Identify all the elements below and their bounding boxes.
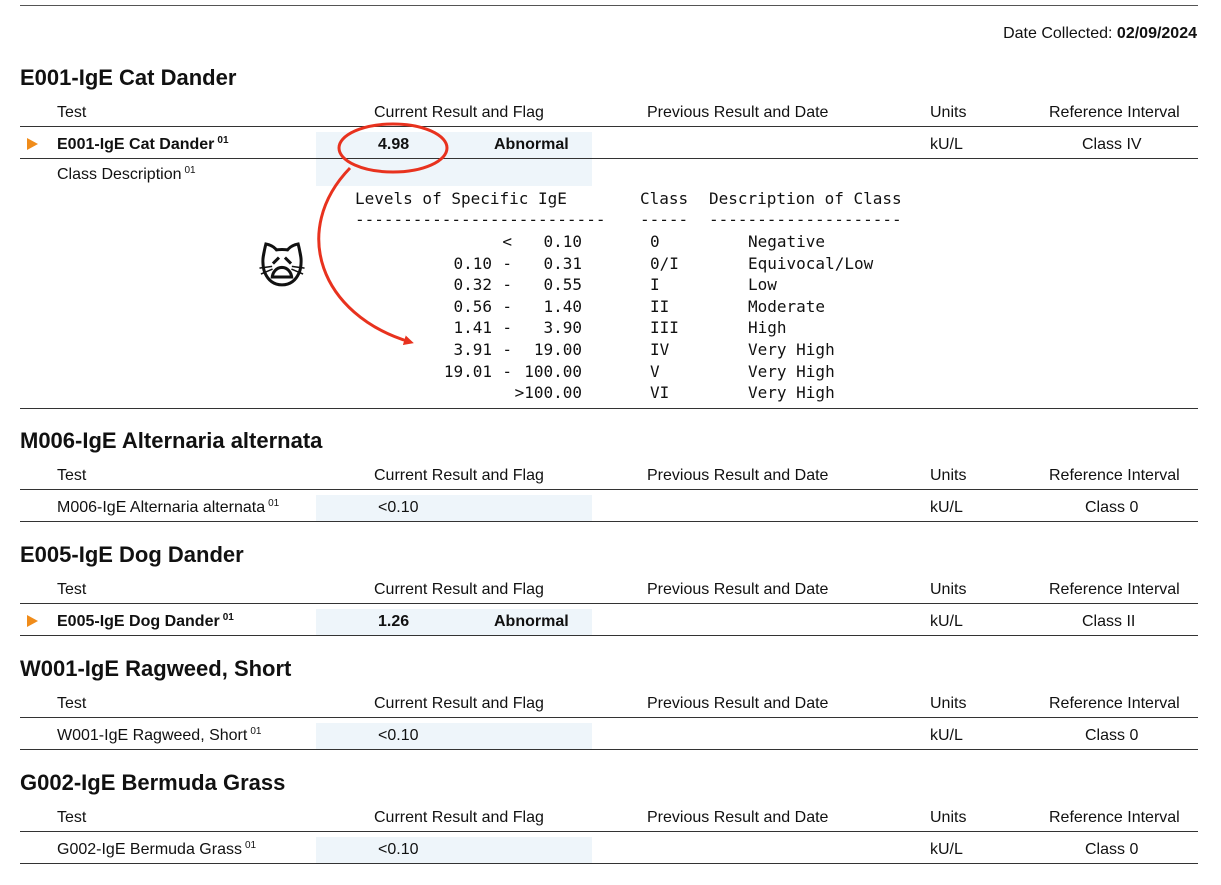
level-class: 0 [650, 232, 660, 251]
header-previous-result: Previous Result and Date [647, 809, 829, 826]
level-high: 3.90 [543, 318, 582, 338]
level-low: 0.10 [453, 253, 492, 273]
footnote-marker: 01 [222, 612, 234, 623]
level-high: 0.55 [543, 275, 582, 295]
level-high: >100.00 [514, 383, 582, 403]
result-value: 1.26 [378, 613, 410, 630]
header-reference-interval: Reference Interval [1049, 809, 1180, 826]
result-column-highlight [316, 495, 592, 521]
section-title: E001-IgE Cat Dander [20, 65, 237, 90]
level-class: II [650, 296, 670, 316]
header-previous-result: Previous Result and Date [647, 467, 829, 484]
level-sep: - [502, 275, 512, 295]
level-class: I [650, 275, 660, 295]
section-title: W001-IgE Ragweed, Short [20, 656, 292, 681]
reference-interval: Class 0 [1085, 499, 1139, 516]
header-previous-result: Previous Result and Date [647, 695, 829, 712]
header-current-result: Current Result and Flag [374, 809, 544, 826]
header-test: Test [57, 104, 87, 121]
level-low: 3.91 [453, 340, 492, 359]
header-test: Test [57, 695, 87, 712]
level-high: 19.00 [533, 340, 582, 359]
header-current-result: Current Result and Flag [374, 467, 544, 484]
footnote-marker: 01 [268, 498, 280, 509]
class-description-label: Class Description $^{01}$ [57, 165, 196, 183]
top-divider [20, 5, 1198, 6]
level-sep: - [502, 340, 512, 359]
class-table-row [355, 275, 955, 297]
header-previous-result: Previous Result and Date [647, 581, 829, 598]
level-low: 0.32 [453, 275, 492, 295]
reference-interval: Class 0 [1085, 841, 1139, 858]
class-table-header: Levels of Specific IgE Class Description of Class [355, 189, 902, 208]
date-collected-value: 02/09/2024 [1116, 25, 1197, 42]
class-description-table [355, 189, 955, 409]
level-description: Equivocal/Low [748, 253, 874, 273]
test-name[interactable]: E001-IgE Cat Dander $^{01}$ [57, 135, 229, 153]
class-table-row [355, 297, 955, 319]
header-units: Units [930, 809, 967, 826]
level-description: High [748, 318, 787, 338]
level-low: 19.01 [443, 361, 492, 381]
level-high: 0.10 [543, 232, 582, 251]
result-units: kU/L [930, 136, 963, 153]
header-previous-result: Previous Result and Date [647, 104, 829, 121]
header-reference-interval: Reference Interval [1049, 467, 1180, 484]
level-sep: - [502, 296, 512, 316]
header-current-result: Current Result and Flag [374, 695, 544, 712]
test-name[interactable]: E005-IgE Dog Dander $^{01}$ [57, 612, 234, 630]
level-class: IV [650, 340, 670, 359]
header-divider [20, 603, 1198, 604]
result-column-highlight [316, 723, 592, 749]
level-sep: - [502, 253, 512, 273]
date-collected [1003, 25, 1197, 43]
class-table-row [355, 362, 955, 384]
result-units: kU/L [930, 499, 963, 516]
test-name[interactable]: W001-IgE Ragweed, Short $^{01}$ [57, 726, 262, 744]
header-test: Test [57, 581, 87, 598]
header-reference-interval: Reference Interval [1049, 581, 1180, 598]
result-value: <0.10 [378, 841, 419, 858]
result-units: kU/L [930, 613, 963, 630]
class-table-row [355, 318, 955, 340]
level-class: VI [650, 383, 670, 403]
row-divider [20, 521, 1198, 522]
reference-interval: Class IV [1082, 136, 1142, 153]
section-cat-dander [20, 65, 1198, 410]
header-test: Test [57, 809, 87, 826]
result-units: kU/L [930, 841, 963, 858]
header-current-result: Current Result and Flag [374, 104, 544, 121]
reference-interval: Class 0 [1085, 727, 1139, 744]
header-units: Units [930, 581, 967, 598]
abnormal-flag-arrow-icon [27, 138, 38, 150]
level-low: 0.56 [453, 296, 492, 316]
test-name[interactable]: G002-IgE Bermuda Grass $^{01}$ [57, 840, 257, 858]
level-description: Moderate [748, 296, 826, 316]
section-ragweed [20, 656, 1198, 752]
row-divider [20, 749, 1198, 750]
result-value: <0.10 [378, 499, 419, 516]
class-table-row [355, 383, 955, 405]
section-bermuda-grass [20, 770, 1198, 866]
level-high: 0.31 [543, 253, 582, 273]
section-end-divider [20, 408, 1198, 409]
header-divider [20, 717, 1198, 718]
level-description: Very High [748, 383, 835, 403]
level-class: 0/I [650, 253, 679, 273]
section-title: M006-IgE Alternaria alternata [20, 428, 323, 453]
header-divider [20, 831, 1198, 832]
row-divider [20, 863, 1198, 864]
level-description: Low [748, 275, 777, 295]
section-alternaria [20, 428, 1198, 524]
level-high: 1.40 [543, 296, 582, 316]
section-title: E005-IgE Dog Dander [20, 542, 244, 567]
section-dog-dander [20, 542, 1198, 638]
level-sep: - [502, 361, 512, 381]
test-name[interactable]: M006-IgE Alternaria alternata $^{01}$ [57, 498, 280, 516]
footnote-marker: 01 [250, 726, 262, 737]
reference-interval: Class II [1082, 613, 1136, 630]
class-table-dashes: -------------------------- ----- -------------------- [355, 210, 902, 229]
level-sep: < [502, 232, 512, 251]
level-description: Negative [748, 232, 826, 251]
level-class: III [650, 318, 679, 338]
level-high: 100.00 [524, 361, 582, 381]
result-units: kU/L [930, 727, 963, 744]
header-units: Units [930, 467, 967, 484]
header-current-result: Current Result and Flag [374, 581, 544, 598]
section-title: G002-IgE Bermuda Grass [20, 770, 286, 795]
result-flag: Abnormal [494, 136, 569, 153]
header-divider [20, 489, 1198, 490]
row-divider [20, 158, 1198, 159]
level-class: V [650, 361, 660, 381]
footnote-marker: 01 [244, 840, 257, 851]
class-table-row [355, 254, 955, 276]
header-divider [20, 126, 1198, 127]
shocked-cat-emoji-icon: 🙀 [258, 241, 306, 293]
result-value: 4.98 [378, 136, 410, 153]
level-description: Very High [748, 340, 835, 359]
level-low: 1.41 [453, 318, 492, 338]
header-reference-interval: Reference Interval [1049, 104, 1180, 121]
level-description: Very High [748, 361, 835, 381]
class-table-row [355, 232, 955, 254]
result-value: <0.10 [378, 727, 419, 744]
date-collected-label: Date Collected: [1003, 25, 1113, 42]
header-units: Units [930, 695, 967, 712]
result-flag: Abnormal [494, 613, 569, 630]
level-sep: - [502, 318, 512, 338]
header-reference-interval: Reference Interval [1049, 695, 1180, 712]
header-test: Test [57, 467, 87, 484]
header-units: Units [930, 104, 967, 121]
result-column-highlight [316, 837, 592, 863]
row-divider [20, 635, 1198, 636]
footnote-marker: 01 [217, 135, 229, 146]
class-table-row [355, 340, 955, 362]
footnote-marker: 01 [184, 165, 196, 176]
abnormal-flag-arrow-icon [27, 615, 38, 627]
